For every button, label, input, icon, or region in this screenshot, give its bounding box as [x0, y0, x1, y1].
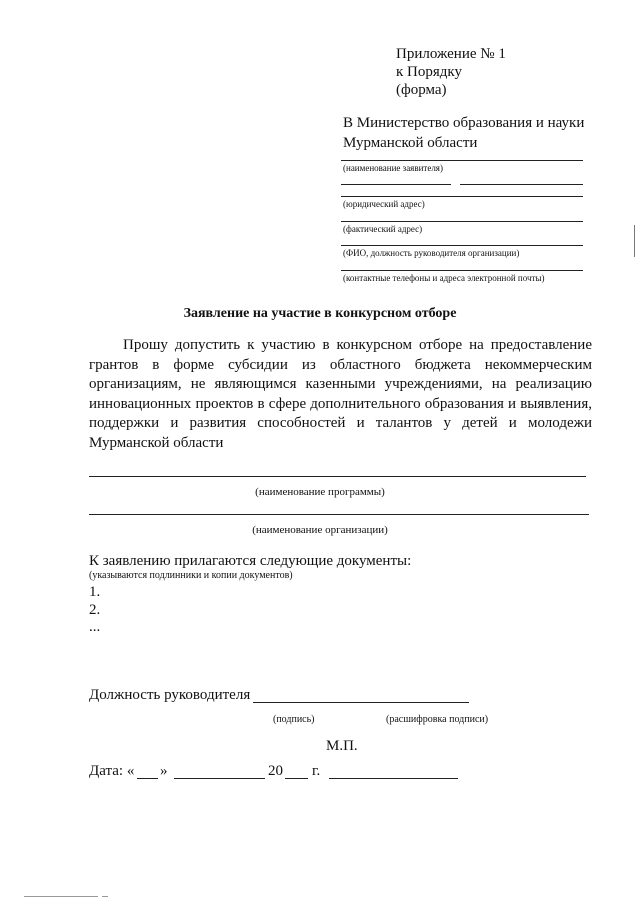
head-name-caption: (ФИО, должность руководителя организации): [343, 248, 520, 258]
appendix-label: Приложение № 1: [396, 46, 506, 62]
date-month-line: [174, 778, 265, 779]
attachment-item: 1.: [89, 584, 101, 600]
legal-address-caption: (юридический адрес): [343, 199, 425, 209]
signature-decryption-caption: (расшифровка подписи): [386, 714, 489, 725]
head-name-line: [341, 245, 583, 246]
date-year-line: [285, 778, 308, 779]
attachments-heading: К заявлению прилагаются следующие документы:: [89, 553, 412, 569]
date-year-suffix: г.: [312, 763, 321, 779]
date-day-line: [137, 778, 158, 779]
legal-address-line-a: [341, 184, 451, 185]
date-close-quote: »: [160, 763, 168, 779]
application-text: Прошу допустить к участию в конкурсном отборе на предоставление грантов в форме субсидии из областного бюджета некоммерческим организациям, не являющимся казенными учреждениями, на реализацию инновационных проектов в сфере дополнительного образования и выявления, поддержки и развития способностей и талантов у детей и молодежи Мурманской области: [89, 337, 592, 451]
contacts-caption: (контактные телефоны и адреса электронной почты): [343, 273, 545, 283]
applicant-name-line: [341, 160, 583, 161]
attachments-note: (указываются подлинники и копии документов): [89, 570, 293, 581]
applicant-name-caption: (наименование заявителя): [343, 163, 443, 173]
legal-address-line-b: [460, 184, 583, 185]
date-extra-line: [329, 778, 458, 779]
stamp-place: М.П.: [326, 738, 358, 754]
head-position-label: Должность руководителя: [89, 687, 251, 703]
date-year-prefix: 20: [268, 763, 283, 779]
addressee: В Министерство образования и науки Мурманской области: [343, 115, 585, 151]
organization-name-caption: (наименование организации): [252, 524, 388, 536]
organization-name-line: [89, 514, 589, 515]
footer-dash: [102, 896, 108, 897]
program-name-caption: (наименование программы): [255, 486, 385, 498]
head-position-line: [253, 702, 469, 703]
date-label: Дата: «: [89, 763, 135, 779]
actual-address-caption: (фактический адрес): [343, 224, 423, 234]
footer-rule: [24, 896, 98, 897]
document-title: Заявление на участие в конкурсном отборе: [183, 306, 457, 321]
actual-address-line: [341, 221, 583, 222]
attachment-item: 2.: [89, 602, 101, 618]
appendix-form-note: (форма): [396, 82, 447, 98]
contacts-line: [341, 270, 583, 271]
program-name-line: [89, 476, 586, 477]
scan-edge-mark: [634, 225, 635, 257]
appendix-reference: к Порядку: [396, 64, 462, 80]
attachment-item: ...: [89, 619, 101, 635]
signature-caption: (подпись): [273, 714, 315, 725]
legal-address-line: [341, 196, 583, 197]
